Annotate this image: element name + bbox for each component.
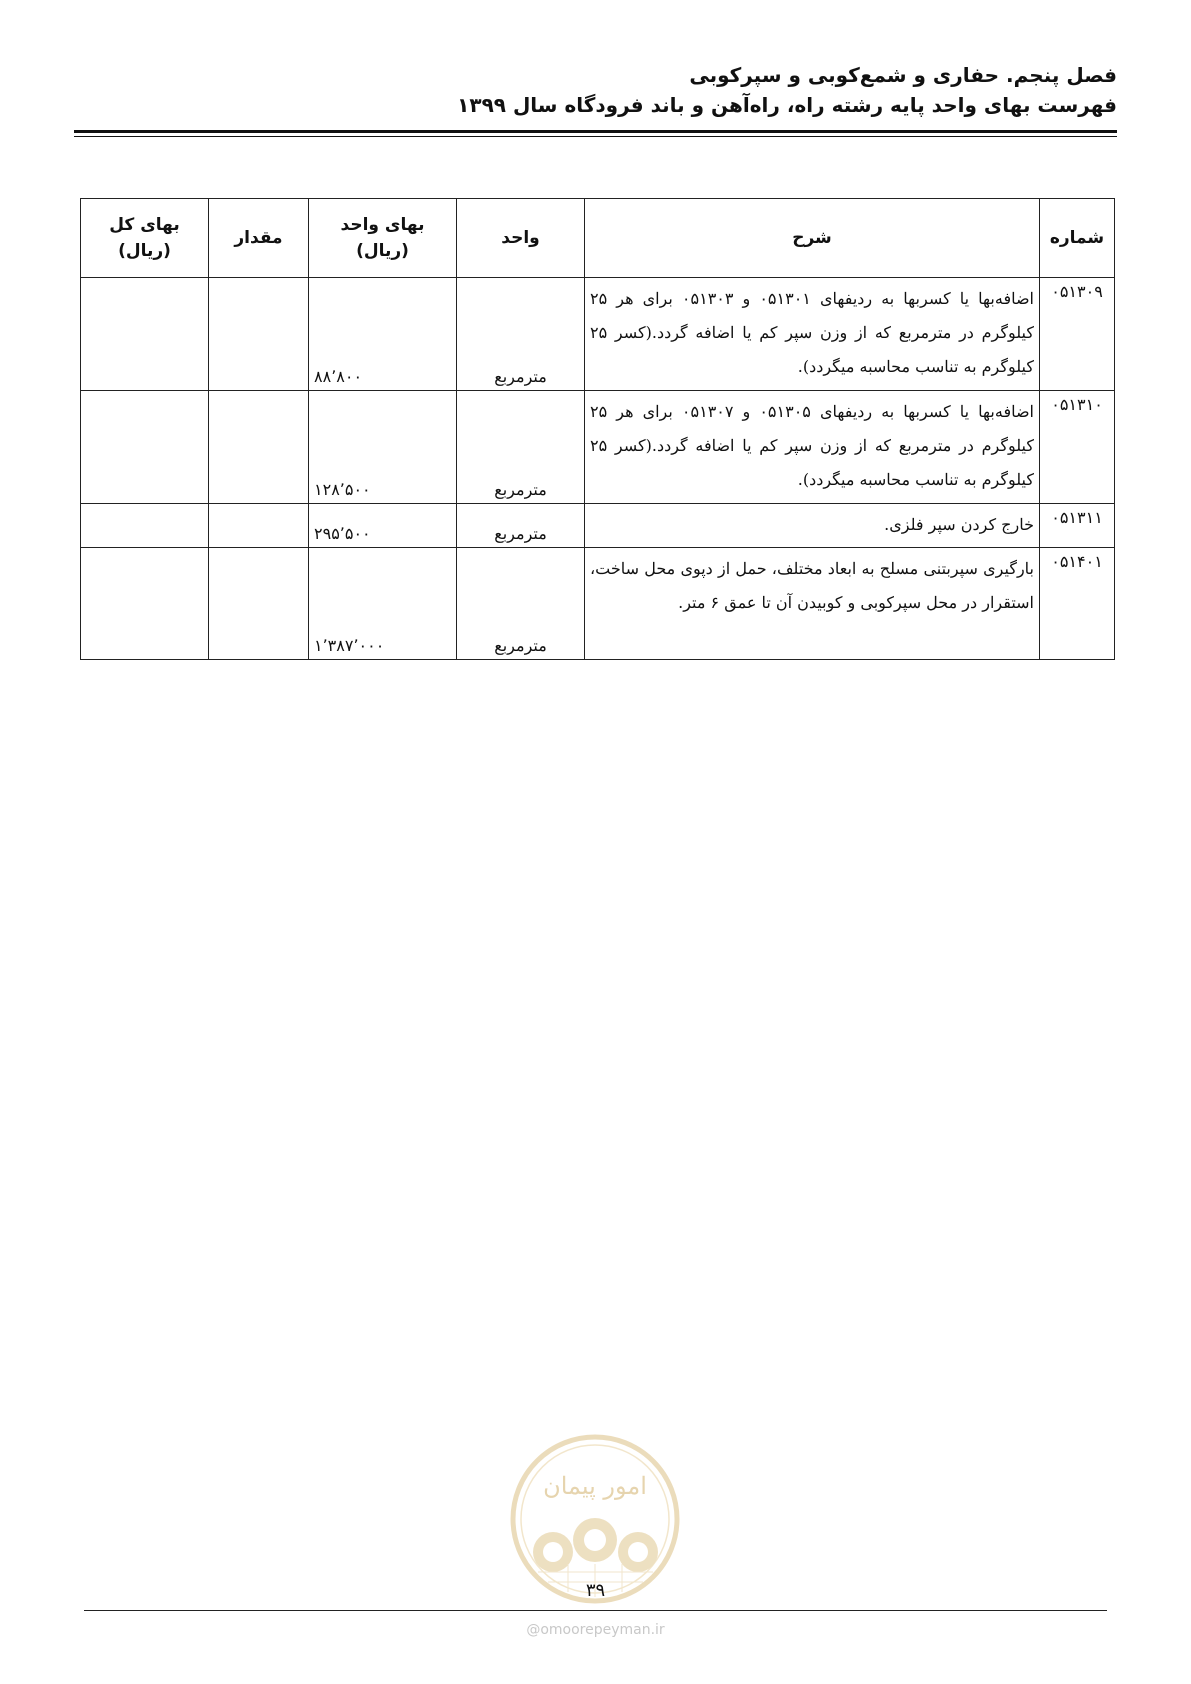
- row-unit-price: ۸۸٬۸۰۰: [309, 278, 457, 391]
- row-code: ۰۵۱۳۱۰: [1040, 391, 1115, 504]
- header-total: بهای کل (ریال): [81, 199, 209, 278]
- row-unit: مترمربع: [457, 504, 585, 548]
- row-description: اضافه‌بها یا کسربها به ردیفهای ۰۵۱۳۰۱ و ۰۵۱۳۰۳ برای هر ۲۵ کیلوگرم در مترمربع که از وزن سپر کم یا اضافه گردد.(کسر ۲۵ کیلوگرم به تناسب محاسبه میگردد).: [585, 278, 1040, 391]
- row-total: [81, 504, 209, 548]
- row-code: ۰۵۱۳۰۹: [1040, 278, 1115, 391]
- page-header: [74, 60, 1117, 120]
- document-title: فهرست بهای واحد پایه رشته راه، راه‌آهن و باند فرودگاه سال ۱۳۹۹: [457, 93, 1117, 117]
- row-description: بارگیری سپربتنی مسلح به ابعاد مختلف، حمل از دپوی محل ساخت، استقرار در محل سپرکوبی و کوبیدن آن تا عمق ۶ متر.: [585, 548, 1040, 660]
- price-table: [80, 198, 1115, 660]
- row-code: ۰۵۱۴۰۱: [1040, 548, 1115, 660]
- header-unit-price-line1: بهای واحد: [340, 215, 425, 235]
- header-quantity: مقدار: [209, 199, 309, 278]
- table-row: [81, 278, 1115, 391]
- row-total: [81, 391, 209, 504]
- row-quantity: [209, 391, 309, 504]
- header-code: شماره: [1040, 199, 1115, 278]
- page-number: ۳۹: [585, 1580, 606, 1601]
- row-quantity: [209, 278, 309, 391]
- row-unit: مترمربع: [457, 548, 585, 660]
- header-rule-thin: [74, 136, 1117, 137]
- table-header-row: [81, 199, 1115, 278]
- watermark-url: @omoorepeyman.ir: [526, 1622, 665, 1638]
- header-unit: واحد: [457, 199, 585, 278]
- table-row: [81, 504, 1115, 548]
- table-row: [81, 548, 1115, 660]
- row-description: اضافه‌بها یا کسربها به ردیفهای ۰۵۱۳۰۵ و ۰۵۱۳۰۷ برای هر ۲۵ کیلوگرم در مترمربع که از وزن سپر کم یا اضافه گردد.(کسر ۲۵ کیلوگرم به تناسب محاسبه میگردد).: [585, 391, 1040, 504]
- chapter-title: فصل پنجم. حفاری و شمع‌کوبی و سپرکوبی: [689, 63, 1117, 87]
- header-unit-price-line2: (ریال): [356, 241, 409, 261]
- row-unit-price: ۱۲۸٬۵۰۰: [309, 391, 457, 504]
- header-desc: شرح: [585, 199, 1040, 278]
- row-unit: مترمربع: [457, 278, 585, 391]
- header-rule-thick: [74, 130, 1117, 133]
- row-total: [81, 548, 209, 660]
- seal-text: امور پیمان: [543, 1472, 647, 1500]
- footer-rule: [84, 1610, 1107, 1611]
- row-unit: مترمربع: [457, 391, 585, 504]
- row-quantity: [209, 504, 309, 548]
- row-description: خارج کردن سپر فلزی.: [585, 504, 1040, 548]
- row-total: [81, 278, 209, 391]
- row-unit-price: ۲۹۵٬۵۰۰: [309, 504, 457, 548]
- row-code: ۰۵۱۳۱۱: [1040, 504, 1115, 548]
- row-quantity: [209, 548, 309, 660]
- table-row: [81, 391, 1115, 504]
- header-unit-price: [309, 199, 457, 278]
- row-unit-price: ۱٬۳۸۷٬۰۰۰: [309, 548, 457, 660]
